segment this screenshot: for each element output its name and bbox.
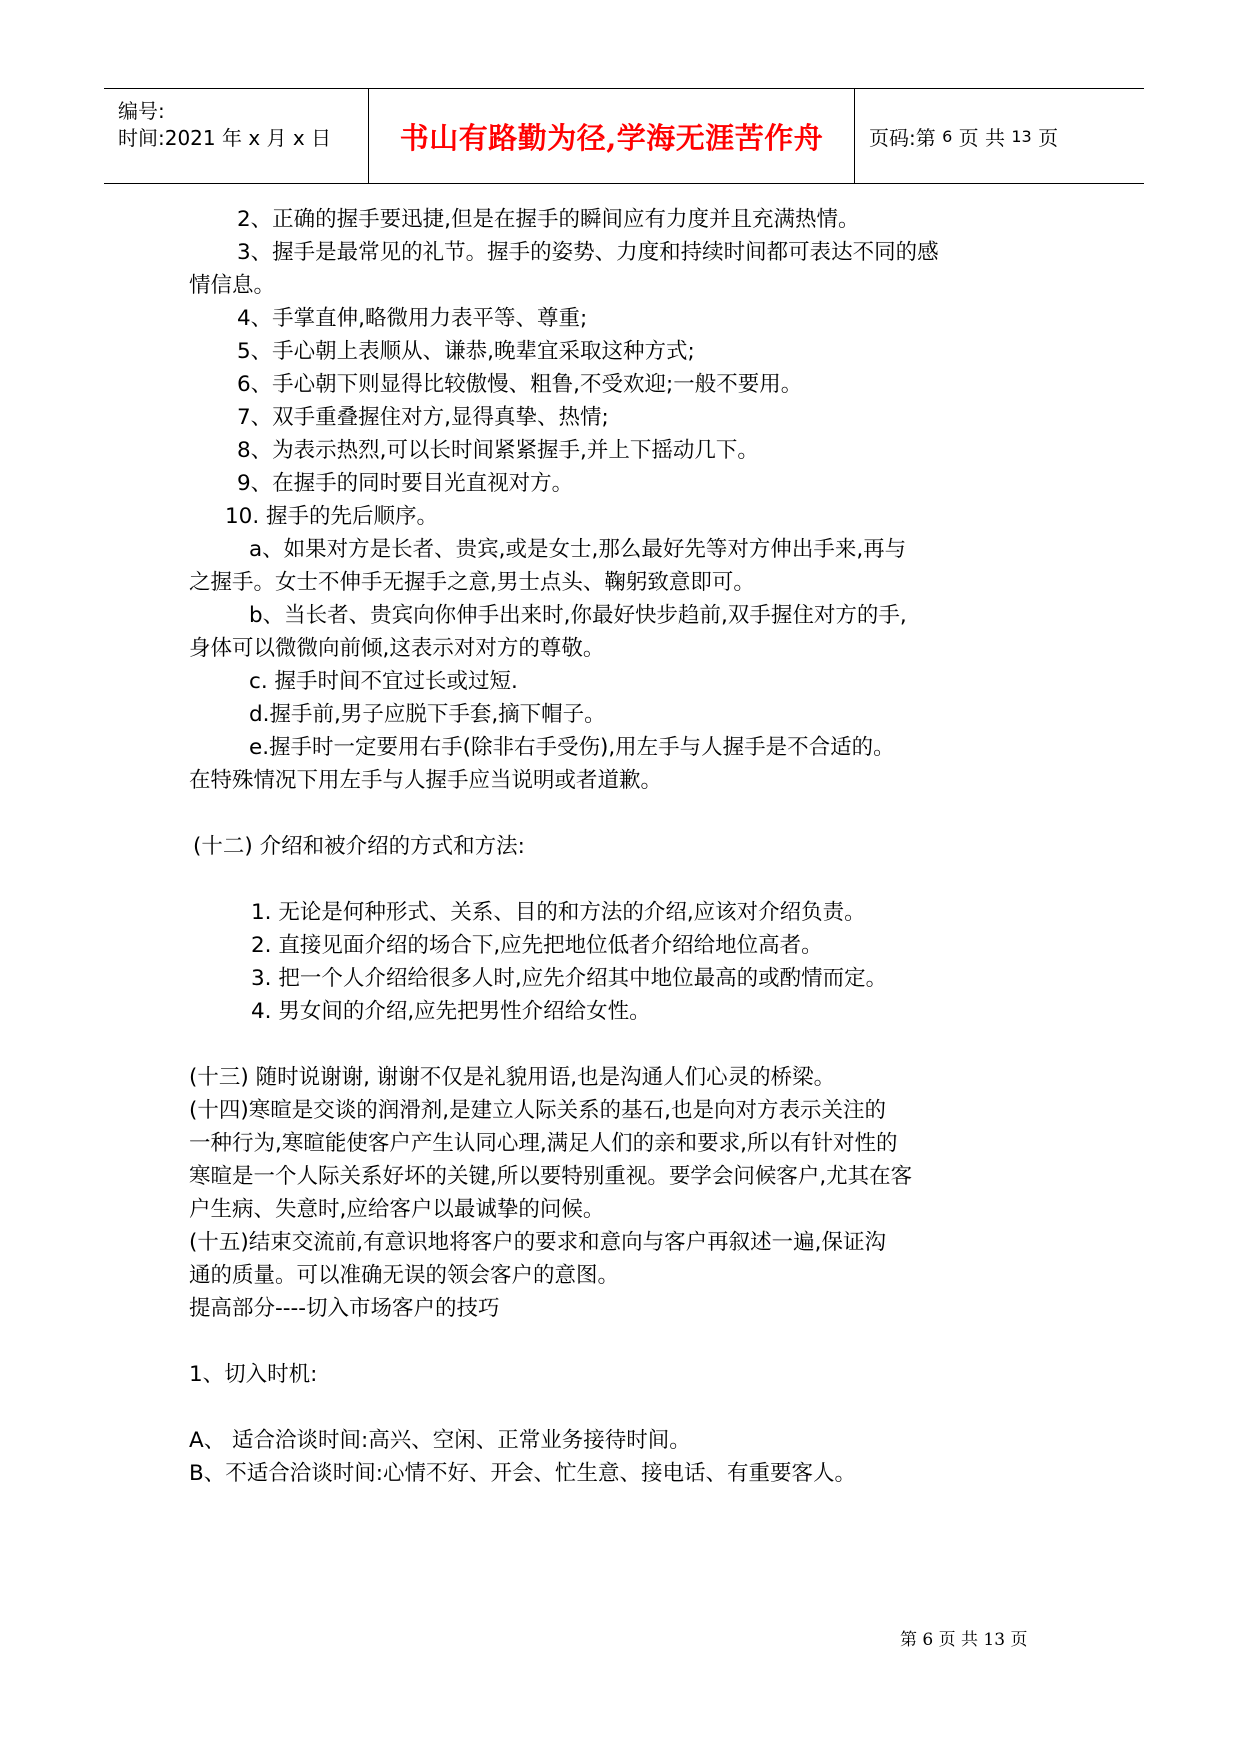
paragraph: 在特殊情况下用左手与人握手应当说明或者道歉。 [189,768,663,793]
paragraph: 10. 握手的先后顺序。 [225,504,439,529]
paragraph: B、不适合洽谈时间:心情不好、开会、忙生意、接电话、有重要客人。 [189,1461,856,1486]
time-label: 时间:2021 年 x 月 x 日 [118,126,332,150]
paragraph: 3、握手是最常见的礼节。握手的姿势、力度和持续时间都可表达不同的感 [237,240,939,265]
page-footer: 第 6 页 共 13 页 [900,1630,1028,1650]
motto-text: 书山有路勤为径,学海无涯苦作舟 [399,120,824,155]
paragraph: 9、在握手的同时要目光直视对方。 [237,471,574,496]
paragraph: 7、双手重叠握住对方,显得真挚、热情; [237,405,609,430]
page-current: 6 [942,126,953,146]
paragraph: 情信息。 [189,273,276,298]
paragraph: 身体可以微微向前倾,这表示对对方的尊敬。 [189,636,605,661]
section-heading: 提高部分----切入市场客户的技巧 [189,1296,500,1321]
serial-number-label: 编号: [118,99,165,123]
paragraph: 之握手。女士不伸手无握手之意,男士点头、鞠躬致意即可。 [189,570,755,595]
list-item: 1. 无论是何种形式、关系、目的和方法的介绍,应该对介绍负责。 [251,900,866,925]
paragraph: (十四)寒暄是交谈的润滑剂,是建立人际关系的基石,也是向对方表示关注的 [189,1098,886,1123]
paragraph: a、如果对方是长者、贵宾,或是女士,那么最好先等对方伸出手来,再与 [249,537,907,562]
blank-line [189,1028,1069,1061]
paragraph: A、 适合洽谈时间:高兴、空闲、正常业务接待时间。 [189,1428,691,1453]
paragraph: 2、正确的握手要迅捷,但是在握手的瞬间应有力度并且充满热情。 [237,207,860,232]
blank-line [189,1325,1069,1358]
blank-line [189,863,1069,896]
header-page-cell [855,89,1144,183]
paragraph: 6、手心朝下则显得比较傲慢、粗鲁,不受欢迎;一般不要用。 [237,372,803,397]
page-mid: 页 共 [958,125,1006,150]
page-total: 13 [1011,126,1032,146]
paragraph: 通的质量。可以准确无误的领会客户的意图。 [189,1263,620,1288]
paragraph: 寒暄是一个人际关系好坏的关键,所以要特别重视。要学会问候客户,尤其在客 [189,1164,913,1189]
header-motto-cell [369,89,855,183]
page-suffix: 页 [1038,125,1059,150]
paragraph: 1、切入时机: [189,1362,318,1387]
paragraph: c. 握手时间不宜过长或过短. [249,669,518,694]
paragraph: b、当长者、贵宾向你伸手出来时,你最好快步趋前,双手握住对方的手, [249,603,907,628]
paragraph: 8、为表示热烈,可以长时间紧紧握手,并上下摇动几下。 [237,438,759,463]
list-item: 2. 直接见面介绍的场合下,应先把地位低者介绍给地位高者。 [251,933,823,958]
paragraph: e.握手时一定要用右手(除非右手受伤),用左手与人握手是不合适的。 [249,735,895,760]
blank-line [189,797,1069,830]
paragraph: (十三) 随时说谢谢, 谢谢不仅是礼貌用语,也是沟通人们心灵的桥梁。 [189,1065,836,1090]
list-item: 4. 男女间的介绍,应先把男性介绍给女性。 [251,999,651,1024]
document-header [104,88,1144,184]
paragraph: 4、手掌直伸,略微用力表平等、尊重; [237,306,588,331]
paragraph: (十五)结束交流前,有意识地将客户的要求和意向与客户再叙述一遍,保证沟 [189,1230,886,1255]
paragraph: 5、手心朝上表顺从、谦恭,晚辈宜采取这种方式; [237,339,695,364]
section-heading: (十二) 介绍和被介绍的方式和方法: [193,834,525,859]
document-body [189,203,1069,1490]
header-meta-cell [104,89,369,183]
page-prefix: 页码:第 [869,125,936,150]
blank-line [189,1391,1069,1424]
paragraph: 户生病、失意时,应给客户以最诚挚的问候。 [189,1197,605,1222]
paragraph: 一种行为,寒暄能使客户产生认同心理,满足人们的亲和要求,所以有针对性的 [189,1131,898,1156]
paragraph: d.握手前,男子应脱下手套,摘下帽子。 [249,702,606,727]
list-item: 3. 把一个人介绍给很多人时,应先介绍其中地位最高的或酌情而定。 [251,966,888,991]
